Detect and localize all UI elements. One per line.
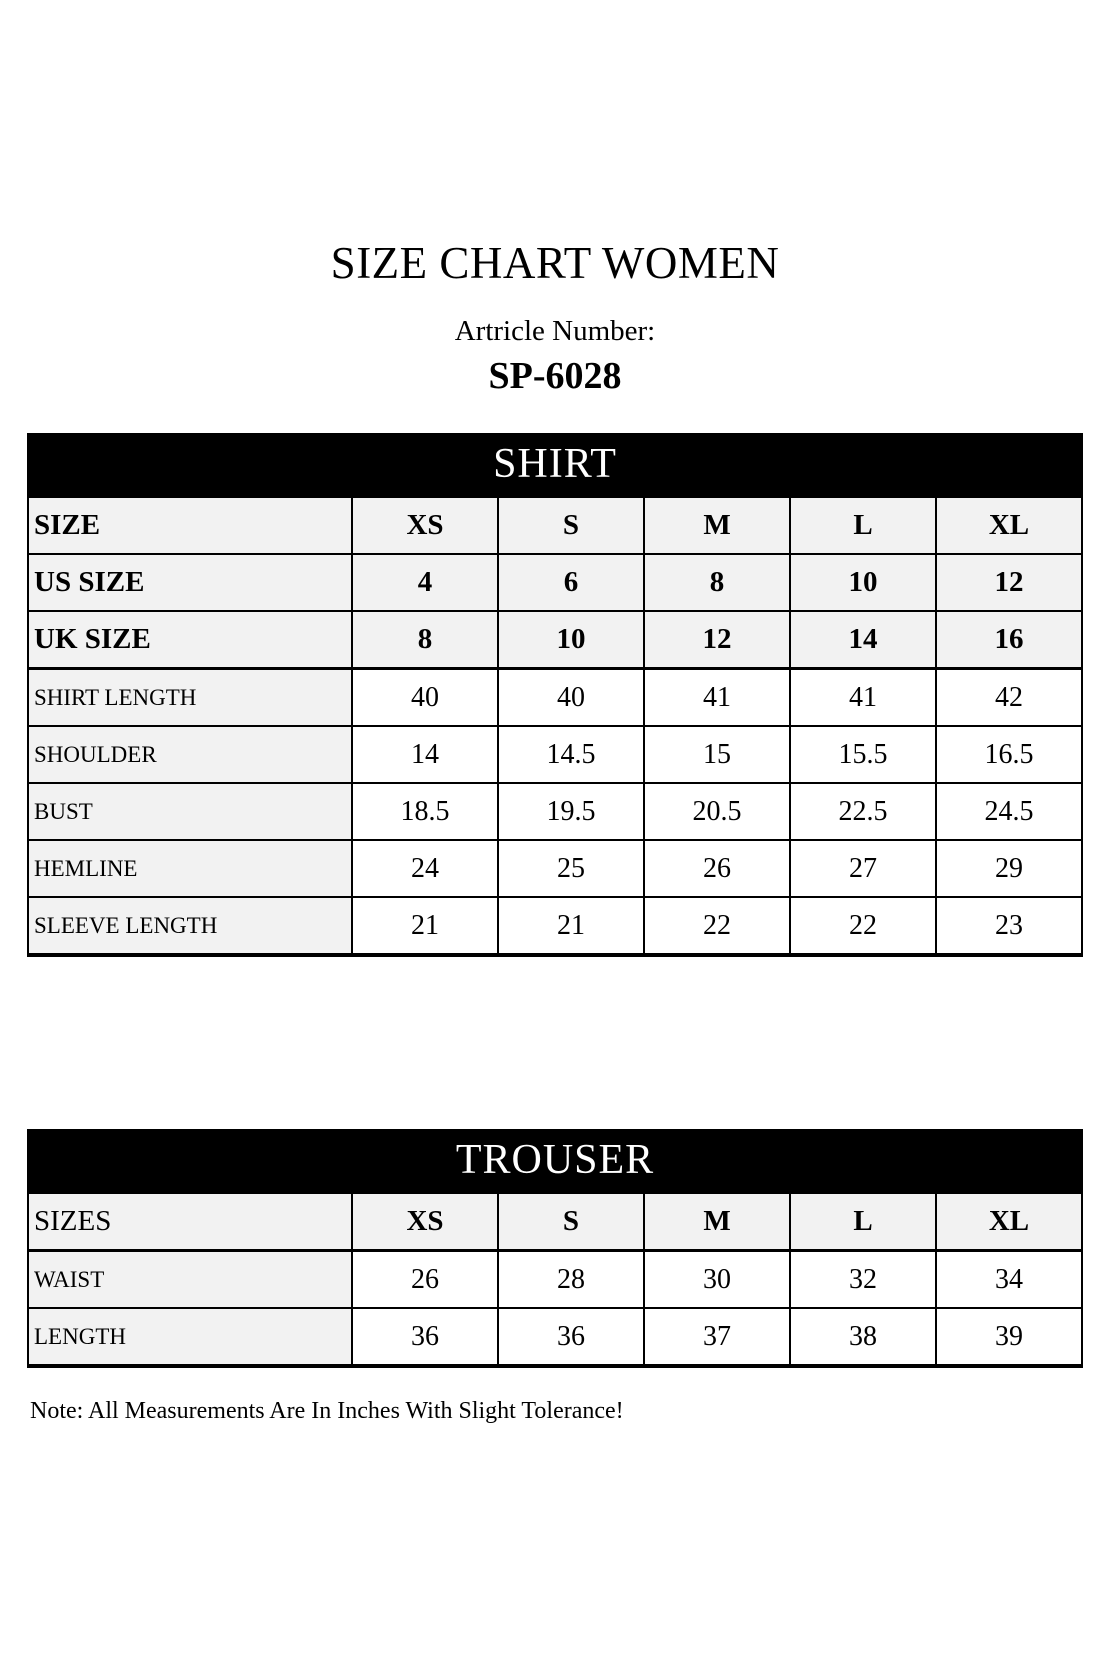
row-value: XS [352,1193,498,1251]
table-row [28,611,1082,669]
trouser-measurement-rows [28,1251,1082,1367]
row-value: M [644,497,790,554]
table-row [28,840,1082,897]
row-value: 14 [352,726,498,783]
shirt-size-table-section [27,433,1083,957]
table-row [28,726,1082,783]
row-value: 22 [644,897,790,955]
trouser-size-table [27,1192,1083,1368]
trouser-table-banner: TROUSER [27,1129,1083,1192]
shirt-size-rows [28,497,1082,669]
row-label: HEMLINE [28,840,352,897]
row-value: 22.5 [790,783,936,840]
trouser-size-table-section [27,1129,1083,1368]
table-row [28,669,1082,727]
row-value: 36 [352,1308,498,1366]
row-value: 41 [644,669,790,727]
row-value: 27 [790,840,936,897]
row-label: BUST [28,783,352,840]
row-label: SHOULDER [28,726,352,783]
article-number-value: SP-6028 [488,354,622,397]
row-label: LENGTH [28,1308,352,1366]
row-value: 34 [936,1251,1082,1309]
row-label: WAIST [28,1251,352,1309]
row-value: L [790,497,936,554]
table-row [28,554,1082,611]
measurement-note: Note: All Measurements Are In Inches With Slight Tolerance! [30,1398,624,1425]
row-value: 16.5 [936,726,1082,783]
row-value: 28 [498,1251,644,1309]
row-value: 18.5 [352,783,498,840]
row-value: 38 [790,1308,936,1366]
row-value: 42 [936,669,1082,727]
row-label: UK SIZE [28,611,352,669]
row-value: 15 [644,726,790,783]
table-row [28,897,1082,955]
row-value: 10 [498,611,644,669]
row-value: M [644,1193,790,1251]
row-value: 16 [936,611,1082,669]
row-value: 20.5 [644,783,790,840]
row-value: 14.5 [498,726,644,783]
row-value: L [790,1193,936,1251]
row-value: 4 [352,554,498,611]
row-value: 12 [936,554,1082,611]
row-value: 10 [790,554,936,611]
row-value: 26 [644,840,790,897]
row-value: 30 [644,1251,790,1309]
trouser-size-rows [28,1193,1082,1251]
row-value: 23 [936,897,1082,955]
row-value: 37 [644,1308,790,1366]
row-value: 8 [644,554,790,611]
row-label: SHIRT LENGTH [28,669,352,727]
row-value: XS [352,497,498,554]
row-value: 32 [790,1251,936,1309]
row-value: XL [936,1193,1082,1251]
row-label: SIZE [28,497,352,554]
row-value: 12 [644,611,790,669]
table-row [28,497,1082,554]
row-value: 15.5 [790,726,936,783]
page-title: SIZE CHART WOMEN [330,238,780,288]
heading-block [0,0,1110,397]
shirt-table-banner: SHIRT [27,433,1083,496]
row-value: 36 [498,1308,644,1366]
row-value: 8 [352,611,498,669]
row-value: 22 [790,897,936,955]
row-label: SLEEVE LENGTH [28,897,352,955]
table-row [28,1308,1082,1366]
table-row [28,783,1082,840]
table-row [28,1251,1082,1309]
row-label: US SIZE [28,554,352,611]
row-value: 25 [498,840,644,897]
row-value: XL [936,497,1082,554]
row-value: 19.5 [498,783,644,840]
row-value: 21 [352,897,498,955]
row-value: 14 [790,611,936,669]
row-value: 6 [498,554,644,611]
row-value: 26 [352,1251,498,1309]
row-value: 24 [352,840,498,897]
row-value: 24.5 [936,783,1082,840]
row-value: 29 [936,840,1082,897]
row-value: 39 [936,1308,1082,1366]
row-value: 21 [498,897,644,955]
row-value: 40 [352,669,498,727]
row-value: 40 [498,669,644,727]
row-value: 41 [790,669,936,727]
article-number-label: Artricle Number: [454,314,656,347]
shirt-measurement-rows [28,669,1082,956]
row-value: S [498,1193,644,1251]
table-row [28,1193,1082,1251]
row-label: SIZES [28,1193,352,1251]
shirt-size-table [27,496,1083,957]
row-value: S [498,497,644,554]
